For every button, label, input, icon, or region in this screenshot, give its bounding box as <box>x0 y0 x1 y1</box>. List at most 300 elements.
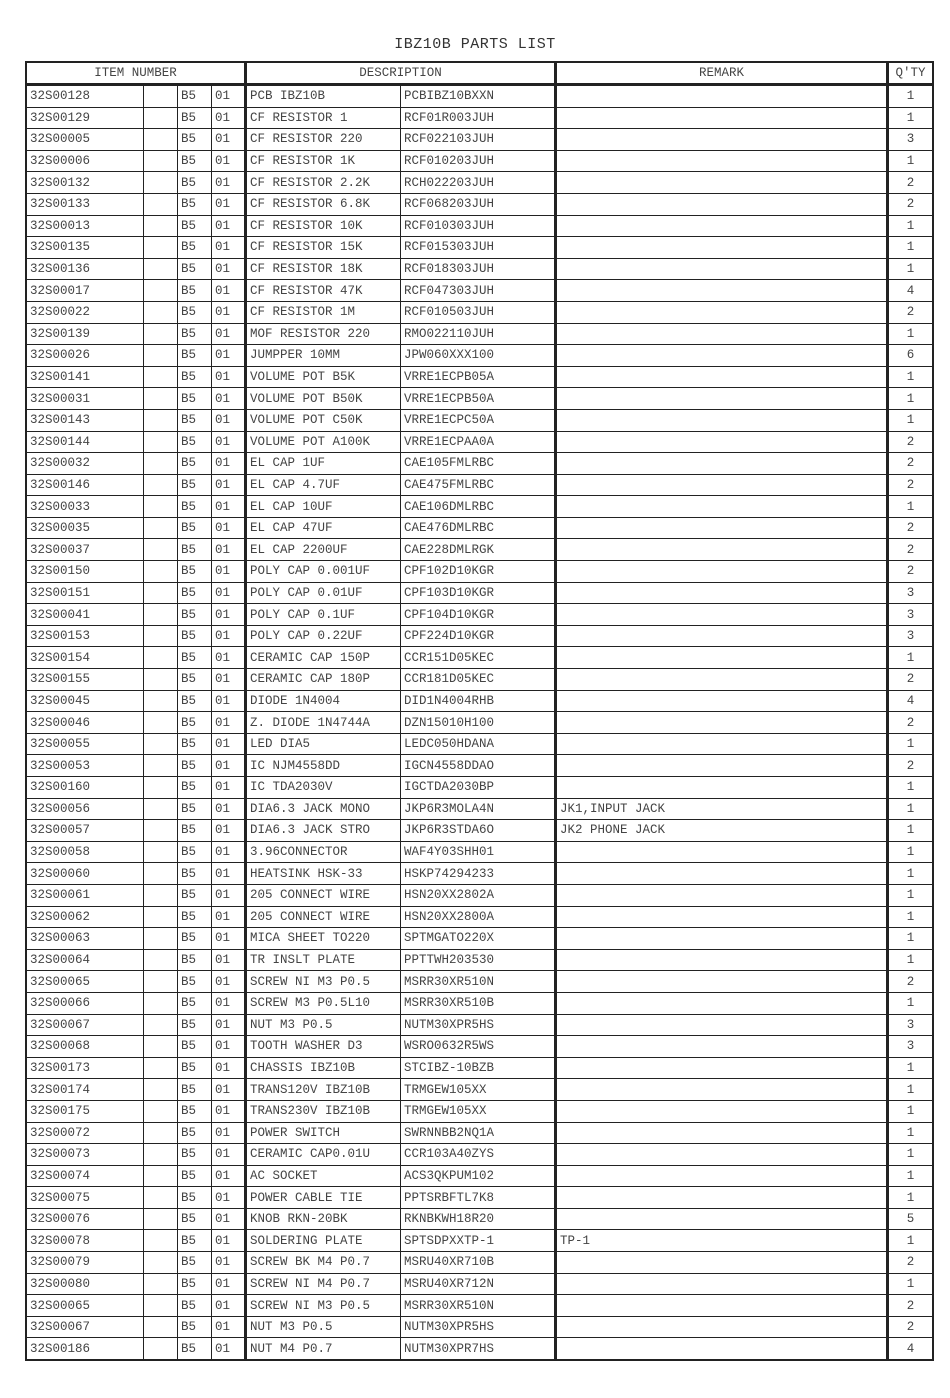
blank-cell <box>144 1230 178 1252</box>
item-number-cell: 32S00058 <box>26 841 144 863</box>
revision-cell: 01 <box>212 669 246 691</box>
table-row <box>26 237 933 259</box>
blank-cell <box>144 798 178 820</box>
series-cell: B5 <box>178 474 212 496</box>
table-row <box>26 1230 933 1252</box>
table-row <box>26 604 933 626</box>
remark-cell <box>556 280 888 302</box>
item-number-cell: 32S00041 <box>26 604 144 626</box>
description-cell: 3.96CONNECTOR <box>246 841 401 863</box>
description-cell: SCREW NI M3 P0.5 <box>246 971 401 993</box>
part-code-cell: CPF104D10KGR <box>401 604 556 626</box>
series-cell: B5 <box>178 1165 212 1187</box>
series-cell: B5 <box>178 388 212 410</box>
blank-cell <box>144 517 178 539</box>
remark-cell <box>556 582 888 604</box>
revision-cell: 01 <box>212 388 246 410</box>
item-number-cell: 32S00139 <box>26 323 144 345</box>
revision-cell: 01 <box>212 1338 246 1360</box>
table-row <box>26 755 933 777</box>
blank-cell <box>144 690 178 712</box>
blank-cell <box>144 1122 178 1144</box>
part-code-cell: CCR151D05KEC <box>401 647 556 669</box>
quantity-cell: 4 <box>888 280 934 302</box>
remark-cell <box>556 85 888 108</box>
revision-cell: 01 <box>212 215 246 237</box>
part-code-cell: CAE106DMLRBC <box>401 496 556 518</box>
part-code-cell: TRMGEW105XX <box>401 1079 556 1101</box>
table-row <box>26 1252 933 1274</box>
part-code-cell: RCF010203JUH <box>401 150 556 172</box>
part-code-cell: CPF102D10KGR <box>401 561 556 583</box>
quantity-cell: 1 <box>888 1122 934 1144</box>
series-cell: B5 <box>178 431 212 453</box>
blank-cell <box>144 388 178 410</box>
quantity-cell: 1 <box>888 863 934 885</box>
remark-cell <box>556 755 888 777</box>
series-cell: B5 <box>178 215 212 237</box>
table-row <box>26 1057 933 1079</box>
revision-cell: 01 <box>212 345 246 367</box>
remark-cell <box>556 604 888 626</box>
series-cell: B5 <box>178 539 212 561</box>
part-code-cell: SPTSDPXXTP-1 <box>401 1230 556 1252</box>
description-cell: HEATSINK HSK-33 <box>246 863 401 885</box>
series-cell: B5 <box>178 820 212 842</box>
table-row <box>26 582 933 604</box>
revision-cell: 01 <box>212 1165 246 1187</box>
blank-cell <box>144 669 178 691</box>
description-cell: CERAMIC CAP 150P <box>246 647 401 669</box>
item-number-cell: 32S00128 <box>26 85 144 108</box>
revision-cell: 01 <box>212 323 246 345</box>
blank-cell <box>144 971 178 993</box>
quantity-cell: 2 <box>888 712 934 734</box>
item-number-cell: 32S00133 <box>26 193 144 215</box>
table-row <box>26 150 933 172</box>
description-cell: EL CAP 2200UF <box>246 539 401 561</box>
part-code-cell: CCR181D05KEC <box>401 669 556 691</box>
part-code-cell: WSRO0632R5WS <box>401 1036 556 1058</box>
item-number-cell: 32S00045 <box>26 690 144 712</box>
remark-cell <box>556 1338 888 1360</box>
remark-cell <box>556 690 888 712</box>
table-row <box>26 949 933 971</box>
remark-cell <box>556 777 888 799</box>
part-code-cell: RCF047303JUH <box>401 280 556 302</box>
item-number-cell: 32S00035 <box>26 517 144 539</box>
item-number-cell: 32S00065 <box>26 1295 144 1317</box>
revision-cell: 01 <box>212 863 246 885</box>
quantity-cell: 1 <box>888 841 934 863</box>
description-cell: KNOB RKN-20BK <box>246 1208 401 1230</box>
part-code-cell: RKNBKWH18R20 <box>401 1208 556 1230</box>
table-row <box>26 539 933 561</box>
table-row <box>26 1165 933 1187</box>
table-row <box>26 215 933 237</box>
description-cell: 205 CONNECT WIRE <box>246 906 401 928</box>
table-row <box>26 820 933 842</box>
item-number-cell: 32S00132 <box>26 172 144 194</box>
table-row <box>26 647 933 669</box>
remark-cell <box>556 1273 888 1295</box>
quantity-cell: 1 <box>888 1057 934 1079</box>
quantity-cell: 5 <box>888 1208 934 1230</box>
description-cell: NUT M4 P0.7 <box>246 1338 401 1360</box>
series-cell: B5 <box>178 777 212 799</box>
description-cell: VOLUME POT C50K <box>246 409 401 431</box>
quantity-cell: 2 <box>888 561 934 583</box>
table-row <box>26 625 933 647</box>
description-cell: MICA SHEET TO220 <box>246 928 401 950</box>
quantity-cell: 1 <box>888 777 934 799</box>
table-row <box>26 453 933 475</box>
item-number-cell: 32S00046 <box>26 712 144 734</box>
series-cell: B5 <box>178 345 212 367</box>
remark-cell <box>556 1014 888 1036</box>
description-cell: CF RESISTOR 18K <box>246 258 401 280</box>
quantity-cell: 4 <box>888 690 934 712</box>
description-cell: CERAMIC CAP 180P <box>246 669 401 691</box>
part-code-cell: STCIBZ-10BZB <box>401 1057 556 1079</box>
series-cell: B5 <box>178 107 212 129</box>
header-qty: Q'TY <box>888 62 934 85</box>
revision-cell: 01 <box>212 690 246 712</box>
remark-cell: JK2 PHONE JACK <box>556 820 888 842</box>
quantity-cell: 2 <box>888 669 934 691</box>
quantity-cell: 1 <box>888 1144 934 1166</box>
blank-cell <box>144 733 178 755</box>
quantity-cell: 1 <box>888 150 934 172</box>
quantity-cell: 3 <box>888 604 934 626</box>
remark-cell <box>556 1208 888 1230</box>
series-cell: B5 <box>178 992 212 1014</box>
revision-cell: 01 <box>212 301 246 323</box>
part-code-cell: MSRR30XR510B <box>401 992 556 1014</box>
table-row <box>26 906 933 928</box>
table-row <box>26 1187 933 1209</box>
quantity-cell: 2 <box>888 1252 934 1274</box>
part-code-cell: ACS3QKPUM102 <box>401 1165 556 1187</box>
part-code-cell: CPF224D10KGR <box>401 625 556 647</box>
quantity-cell: 2 <box>888 1316 934 1338</box>
revision-cell: 01 <box>212 1252 246 1274</box>
revision-cell: 01 <box>212 1144 246 1166</box>
quantity-cell: 1 <box>888 949 934 971</box>
blank-cell <box>144 1144 178 1166</box>
blank-cell <box>144 474 178 496</box>
blank-cell <box>144 777 178 799</box>
description-cell: CERAMIC CAP0.01U <box>246 1144 401 1166</box>
parts-list-table <box>25 61 934 1361</box>
blank-cell <box>144 453 178 475</box>
table-row <box>26 690 933 712</box>
part-code-cell: CAE105FMLRBC <box>401 453 556 475</box>
revision-cell: 01 <box>212 496 246 518</box>
item-number-cell: 32S00006 <box>26 150 144 172</box>
series-cell: B5 <box>178 755 212 777</box>
quantity-cell: 1 <box>888 1165 934 1187</box>
blank-cell <box>144 431 178 453</box>
remark-cell <box>556 474 888 496</box>
remark-cell <box>556 258 888 280</box>
item-number-cell: 32S00154 <box>26 647 144 669</box>
remark-cell <box>556 301 888 323</box>
part-code-cell: SPTMGATO220X <box>401 928 556 950</box>
table-row <box>26 193 933 215</box>
quantity-cell: 3 <box>888 625 934 647</box>
remark-cell <box>556 733 888 755</box>
remark-cell <box>556 647 888 669</box>
table-row <box>26 841 933 863</box>
revision-cell: 01 <box>212 1014 246 1036</box>
item-number-cell: 32S00067 <box>26 1014 144 1036</box>
description-cell: CF RESISTOR 6.8K <box>246 193 401 215</box>
blank-cell <box>144 1273 178 1295</box>
table-row <box>26 1295 933 1317</box>
revision-cell: 01 <box>212 884 246 906</box>
description-cell: SCREW NI M4 P0.7 <box>246 1273 401 1295</box>
item-number-cell: 32S00013 <box>26 215 144 237</box>
part-code-cell: HSN20XX2800A <box>401 906 556 928</box>
table-row <box>26 280 933 302</box>
item-number-cell: 32S00063 <box>26 928 144 950</box>
revision-cell: 01 <box>212 1295 246 1317</box>
table-row <box>26 733 933 755</box>
series-cell: B5 <box>178 647 212 669</box>
series-cell: B5 <box>178 1100 212 1122</box>
description-cell: POWER CABLE TIE <box>246 1187 401 1209</box>
part-code-cell: VRRE1ECPB05A <box>401 366 556 388</box>
table-row <box>26 258 933 280</box>
revision-cell: 01 <box>212 992 246 1014</box>
revision-cell: 01 <box>212 1187 246 1209</box>
blank-cell <box>144 582 178 604</box>
remark-cell <box>556 1057 888 1079</box>
item-number-cell: 32S00075 <box>26 1187 144 1209</box>
table-row <box>26 777 933 799</box>
revision-cell: 01 <box>212 474 246 496</box>
blank-cell <box>144 884 178 906</box>
item-number-cell: 32S00017 <box>26 280 144 302</box>
item-number-cell: 32S00067 <box>26 1316 144 1338</box>
item-number-cell: 32S00037 <box>26 539 144 561</box>
part-code-cell: NUTM30XPR5HS <box>401 1316 556 1338</box>
quantity-cell: 1 <box>888 733 934 755</box>
blank-cell <box>144 820 178 842</box>
blank-cell <box>144 345 178 367</box>
series-cell: B5 <box>178 237 212 259</box>
series-cell: B5 <box>178 129 212 151</box>
series-cell: B5 <box>178 258 212 280</box>
item-number-cell: 32S00143 <box>26 409 144 431</box>
blank-cell <box>144 992 178 1014</box>
part-code-cell: MSRR30XR510N <box>401 971 556 993</box>
remark-cell <box>556 1122 888 1144</box>
series-cell: B5 <box>178 949 212 971</box>
item-number-cell: 32S00031 <box>26 388 144 410</box>
series-cell: B5 <box>178 798 212 820</box>
description-cell: IC TDA2030V <box>246 777 401 799</box>
part-code-cell: RCF068203JUH <box>401 193 556 215</box>
part-code-cell: PPTSRBFTL7K8 <box>401 1187 556 1209</box>
quantity-cell: 2 <box>888 431 934 453</box>
revision-cell: 01 <box>212 1100 246 1122</box>
quantity-cell: 3 <box>888 129 934 151</box>
remark-cell <box>556 431 888 453</box>
part-code-cell: LEDC050HDANA <box>401 733 556 755</box>
revision-cell: 01 <box>212 949 246 971</box>
remark-cell <box>556 1316 888 1338</box>
item-number-cell: 32S00078 <box>26 1230 144 1252</box>
item-number-cell: 32S00055 <box>26 733 144 755</box>
remark-cell <box>556 971 888 993</box>
blank-cell <box>144 172 178 194</box>
revision-cell: 01 <box>212 366 246 388</box>
revision-cell: 01 <box>212 107 246 129</box>
quantity-cell: 1 <box>888 215 934 237</box>
revision-cell: 01 <box>212 820 246 842</box>
item-number-cell: 32S00074 <box>26 1165 144 1187</box>
series-cell: B5 <box>178 1057 212 1079</box>
series-cell: B5 <box>178 841 212 863</box>
remark-cell <box>556 949 888 971</box>
blank-cell <box>144 1208 178 1230</box>
item-number-cell: 32S00175 <box>26 1100 144 1122</box>
part-code-cell: RCF015303JUH <box>401 237 556 259</box>
table-row <box>26 669 933 691</box>
revision-cell: 01 <box>212 561 246 583</box>
revision-cell: 01 <box>212 928 246 950</box>
table-row <box>26 1014 933 1036</box>
remark-cell <box>556 884 888 906</box>
part-code-cell: VRRE1ECPB50A <box>401 388 556 410</box>
description-cell: CF RESISTOR 2.2K <box>246 172 401 194</box>
quantity-cell: 2 <box>888 301 934 323</box>
blank-cell <box>144 539 178 561</box>
series-cell: B5 <box>178 1079 212 1101</box>
part-code-cell: HSN20XX2802A <box>401 884 556 906</box>
table-row <box>26 431 933 453</box>
table-row <box>26 301 933 323</box>
item-number-cell: 32S00068 <box>26 1036 144 1058</box>
quantity-cell: 2 <box>888 755 934 777</box>
quantity-cell: 2 <box>888 539 934 561</box>
quantity-cell: 1 <box>888 906 934 928</box>
revision-cell: 01 <box>212 258 246 280</box>
item-number-cell: 32S00062 <box>26 906 144 928</box>
description-cell: DIA6.3 JACK STRO <box>246 820 401 842</box>
description-cell: EL CAP 4.7UF <box>246 474 401 496</box>
description-cell: TRANS120V IBZ10B <box>246 1079 401 1101</box>
item-number-cell: 32S00022 <box>26 301 144 323</box>
description-cell: MOF RESISTOR 220 <box>246 323 401 345</box>
description-cell: DIODE 1N4004 <box>246 690 401 712</box>
item-number-cell: 32S00072 <box>26 1122 144 1144</box>
quantity-cell: 3 <box>888 1014 934 1036</box>
revision-cell: 01 <box>212 1208 246 1230</box>
description-cell: TRANS230V IBZ10B <box>246 1100 401 1122</box>
quantity-cell: 1 <box>888 388 934 410</box>
item-number-cell: 32S00160 <box>26 777 144 799</box>
item-number-cell: 32S00144 <box>26 431 144 453</box>
quantity-cell: 1 <box>888 366 934 388</box>
item-number-cell: 32S00005 <box>26 129 144 151</box>
series-cell: B5 <box>178 453 212 475</box>
table-row <box>26 884 933 906</box>
table-row <box>26 129 933 151</box>
series-cell: B5 <box>178 625 212 647</box>
series-cell: B5 <box>178 1316 212 1338</box>
item-number-cell: 32S00174 <box>26 1079 144 1101</box>
description-cell: CHASSIS IBZ10B <box>246 1057 401 1079</box>
part-code-cell: RCF018303JUH <box>401 258 556 280</box>
series-cell: B5 <box>178 85 212 108</box>
description-cell: SCREW M3 P0.5L10 <box>246 992 401 1014</box>
item-number-cell: 32S00060 <box>26 863 144 885</box>
blank-cell <box>144 1252 178 1274</box>
blank-cell <box>144 1057 178 1079</box>
remark-cell <box>556 388 888 410</box>
blank-cell <box>144 323 178 345</box>
revision-cell: 01 <box>212 409 246 431</box>
quantity-cell: 1 <box>888 928 934 950</box>
document-title: IBZ10B PARTS LIST <box>394 36 556 53</box>
quantity-cell: 1 <box>888 409 934 431</box>
item-number-cell: 32S00061 <box>26 884 144 906</box>
description-cell: VOLUME POT A100K <box>246 431 401 453</box>
series-cell: B5 <box>178 323 212 345</box>
description-cell: POLY CAP 0.01UF <box>246 582 401 604</box>
quantity-cell: 1 <box>888 884 934 906</box>
revision-cell: 01 <box>212 798 246 820</box>
item-number-cell: 32S00065 <box>26 971 144 993</box>
quantity-cell: 2 <box>888 517 934 539</box>
part-code-cell: HSKP74294233 <box>401 863 556 885</box>
series-cell: B5 <box>178 884 212 906</box>
description-cell: CF RESISTOR 220 <box>246 129 401 151</box>
quantity-cell: 2 <box>888 172 934 194</box>
description-cell: NUT M3 P0.5 <box>246 1316 401 1338</box>
table-row <box>26 992 933 1014</box>
part-code-cell: DID1N4004RHB <box>401 690 556 712</box>
revision-cell: 01 <box>212 1057 246 1079</box>
quantity-cell: 1 <box>888 820 934 842</box>
remark-cell <box>556 669 888 691</box>
blank-cell <box>144 409 178 431</box>
part-code-cell: WAF4Y03SHH01 <box>401 841 556 863</box>
quantity-cell: 1 <box>888 496 934 518</box>
description-cell: VOLUME POT B50K <box>246 388 401 410</box>
quantity-cell: 6 <box>888 345 934 367</box>
description-cell: CF RESISTOR 47K <box>246 280 401 302</box>
table-row <box>26 345 933 367</box>
series-cell: B5 <box>178 669 212 691</box>
table-row <box>26 366 933 388</box>
series-cell: B5 <box>178 1187 212 1209</box>
description-cell: VOLUME POT B5K <box>246 366 401 388</box>
remark-cell <box>556 539 888 561</box>
table-header-row <box>26 62 933 85</box>
quantity-cell: 2 <box>888 193 934 215</box>
series-cell: B5 <box>178 496 212 518</box>
part-code-cell: NUTM30XPR5HS <box>401 1014 556 1036</box>
revision-cell: 01 <box>212 1079 246 1101</box>
table-row <box>26 1100 933 1122</box>
quantity-cell: 2 <box>888 971 934 993</box>
remark-cell <box>556 453 888 475</box>
item-number-cell: 32S00141 <box>26 366 144 388</box>
